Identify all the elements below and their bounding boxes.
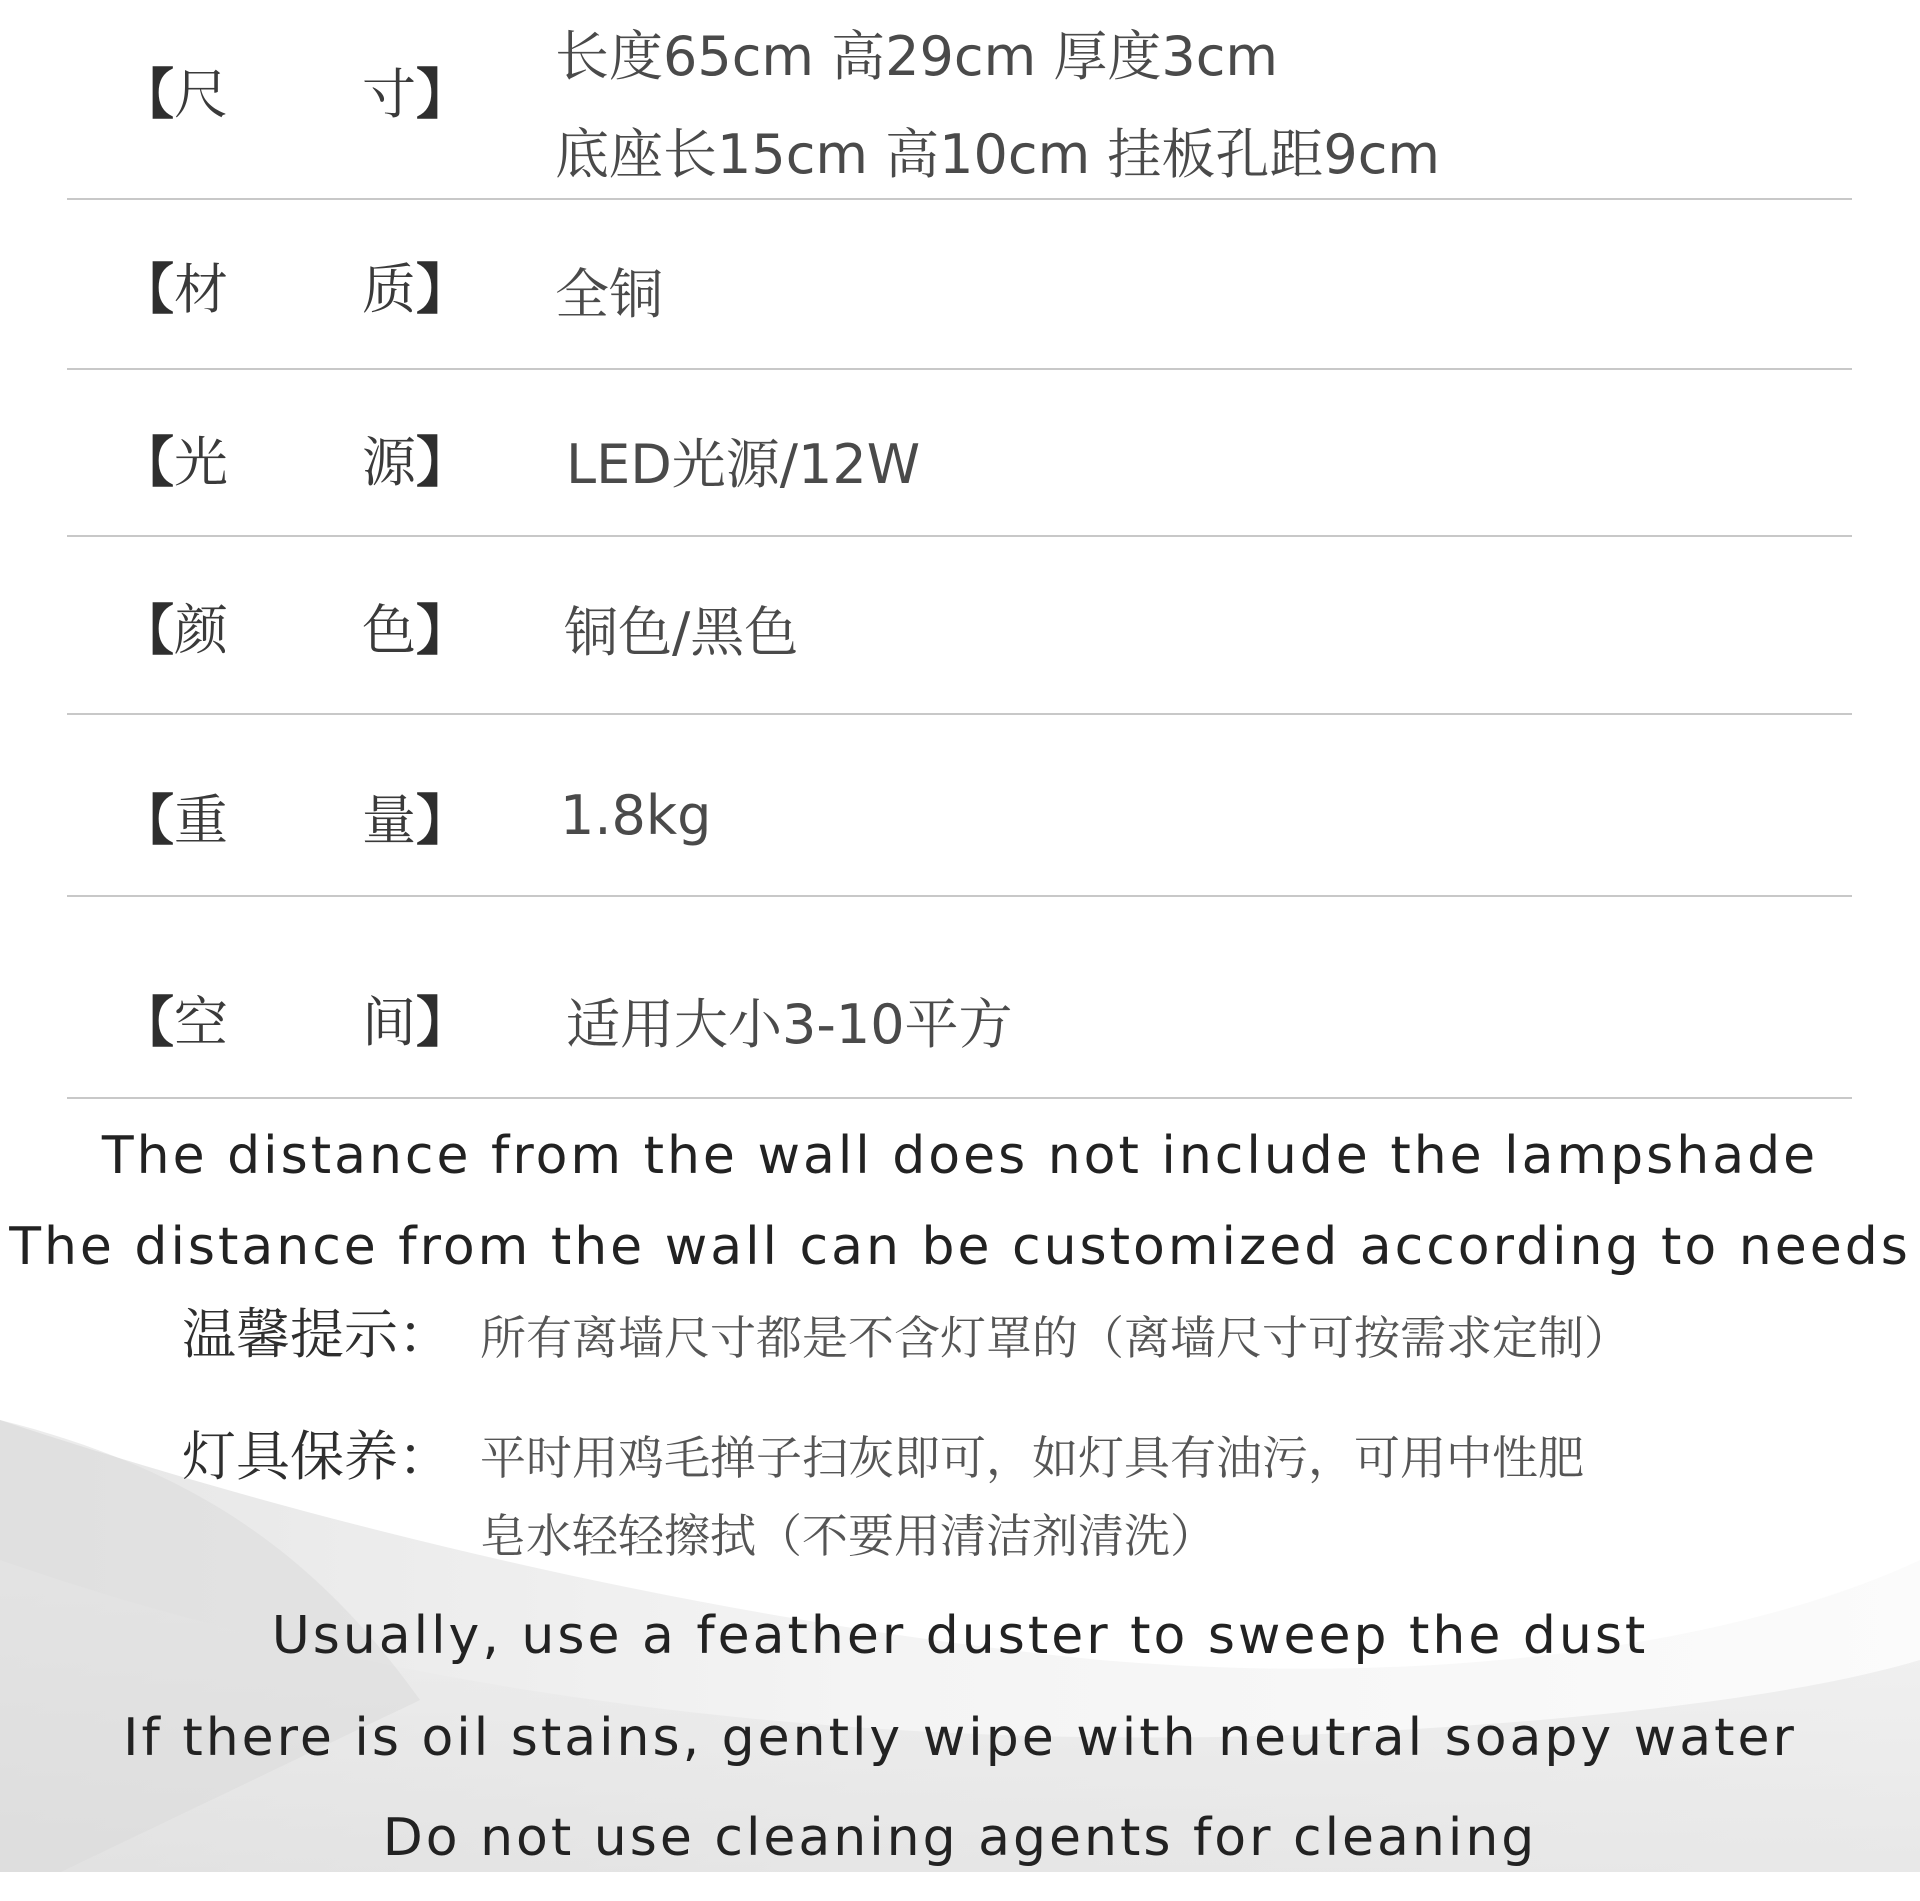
divider (67, 895, 1852, 897)
bracket-close: 】 (416, 788, 470, 852)
spec-value-size-line-1: 长度65cm 高29cm 厚度3cm (555, 25, 1278, 88)
label-char: 空 (174, 990, 228, 1054)
label-char: 源 (362, 430, 416, 494)
spec-label-weight (120, 786, 470, 852)
spec-label-material (120, 255, 470, 321)
bracket-open: 【 (120, 430, 174, 494)
bracket-open: 【 (120, 788, 174, 852)
label-char: 光 (174, 430, 228, 494)
divider (67, 198, 1852, 200)
spec-value-space: 适用大小3-10平方 (566, 993, 1013, 1056)
tip-maintenance-text-line-2: 皂水轻轻擦拭（不要用清洁剂清洗） (480, 1509, 1216, 1563)
bracket-close: 】 (416, 257, 470, 321)
divider (67, 368, 1852, 370)
bracket-close: 】 (416, 430, 470, 494)
english-note-line: The distance from the wall can be customized according to needs (9, 1217, 1911, 1277)
bracket-open: 【 (120, 62, 174, 126)
spec-value-color: 铜色/黑色 (564, 601, 799, 664)
bracket-open: 【 (120, 990, 174, 1054)
label-char: 寸 (362, 62, 416, 126)
spec-value-size-line-2: 底座长15cm 高10cm 挂板孔距9cm (555, 123, 1440, 186)
label-char: 重 (174, 788, 228, 852)
spec-label-size (120, 60, 470, 126)
english-note-line: Usually, use a feather duster to sweep the dust (271, 1606, 1649, 1666)
tip-reminder-text: 所有离墙尺寸都是不含灯罩的（离墙尺寸可按需求定制） (480, 1311, 1630, 1365)
english-note-line: The distance from the wall does not include the lampshade (101, 1126, 1819, 1186)
label-char: 质 (362, 257, 416, 321)
tip-reminder-label: 温馨提示： (182, 1303, 452, 1366)
spec-label-color (120, 596, 470, 662)
bracket-open: 【 (120, 598, 174, 662)
english-note-line: Do not use cleaning agents for cleaning (382, 1808, 1538, 1868)
divider (67, 713, 1852, 715)
divider (67, 1097, 1852, 1099)
label-char: 间 (362, 990, 416, 1054)
bracket-close: 】 (416, 598, 470, 662)
label-char: 颜 (174, 598, 228, 662)
divider (67, 535, 1852, 537)
tip-maintenance-text-line-1: 平时用鸡毛掸子扫灰即可，如灯具有油污，可用中性肥 (480, 1431, 1584, 1485)
spec-value-weight: 1.8kg (560, 784, 712, 847)
label-char: 量 (362, 788, 416, 852)
label-char: 材 (174, 257, 228, 321)
english-note-line: If there is oil stains, gently wipe with neutral soapy water (123, 1708, 1797, 1768)
spec-value-light-source: LED光源/12W (566, 433, 921, 496)
spec-label-space (120, 988, 470, 1054)
bracket-open: 【 (120, 257, 174, 321)
bracket-close: 】 (416, 990, 470, 1054)
bracket-close: 】 (416, 62, 470, 126)
label-char: 色 (362, 598, 416, 662)
spec-value-material: 全铜 (555, 263, 663, 326)
tip-maintenance-label: 灯具保养： (182, 1425, 452, 1488)
label-char: 尺 (174, 62, 228, 126)
spec-label-light-source (120, 428, 470, 494)
